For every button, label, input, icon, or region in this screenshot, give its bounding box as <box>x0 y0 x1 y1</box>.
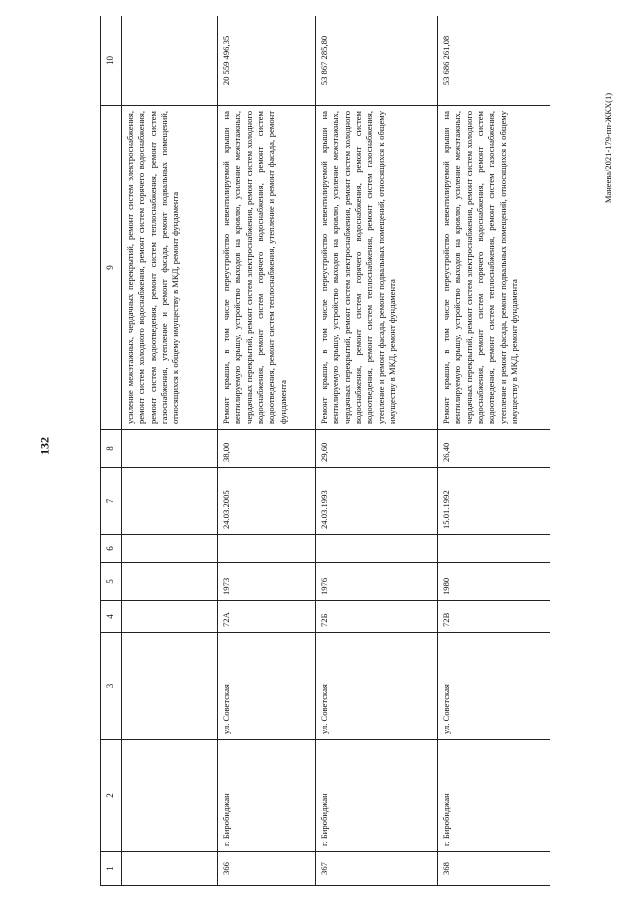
wear-cell: 38,00 <box>218 430 316 468</box>
column-number: 3 <box>101 633 122 740</box>
works-cell: Ремонт крыши, в том числе переустройство невентилируемой крыши на вентилируемую крышу, устройство выходов на кровлю, усиление межэтажных, чердачных перекрытий, ремонт систем электроснабжения, ремонт систем холодного водоснабжения, ремонт систем горячего водоснабжения, ремонт систем водоотведения, ремонт систем теплоснабжения, ремонт систем газоснабжения, утепление и ремонт фасада, ремонт подвальных помещений, относящихся к общему имуществу в МКД, ремонт фундамента <box>438 106 551 430</box>
column-number-row <box>101 16 122 886</box>
year-cell <box>122 563 218 601</box>
table-row <box>122 16 218 886</box>
year-cell: 1976 <box>316 563 438 601</box>
row-number: 367 <box>316 852 438 886</box>
cost-cell: 53 686 261,08 <box>438 16 551 106</box>
column-number: 9 <box>101 106 122 430</box>
table-row <box>438 16 551 886</box>
date-cell: 24.03.1993 <box>316 468 438 535</box>
page-number: 132 <box>37 437 52 455</box>
column-number: 1 <box>101 852 122 886</box>
date-cell: 15.01.1992 <box>438 468 551 535</box>
table-row <box>316 16 438 886</box>
row-number: 366 <box>218 852 316 886</box>
house-cell: 72Б <box>316 601 438 633</box>
cost-cell: 53 867 285,80 <box>316 16 438 106</box>
city-cell: г. Биробиджан <box>218 740 316 852</box>
wear-cell: 26,40 <box>438 430 551 468</box>
cost-cell: 20 559 496,35 <box>218 16 316 106</box>
column-number: 2 <box>101 740 122 852</box>
city-cell: г. Биробиджан <box>438 740 551 852</box>
street-cell: ул. Советская <box>438 633 551 740</box>
street-cell <box>122 633 218 740</box>
wear-cell <box>122 430 218 468</box>
column-6-cell <box>438 535 551 563</box>
works-cell: усиление межэтажных, чердачных перекрытий, ремонт систем электроснабжения, ремонт систем холодного водоснабжения, ремонт систем горячего водоснабжения, ремонт систем водоотведения, ремонт систем теплоснабжения, ремонт систем газоснабжения, утепление и ремонт фасада, ремонт подвальных помещений, относящихся к общему имуществу в МКД, ремонт фундамента <box>122 106 218 430</box>
works-cell: Ремонт крыши, в том числе переустройство невентилируемой крыши на вентилируемую крышу, устройство выходов на кровлю, усиление межэтажных, чердачных перекрытий, ремонт систем электроснабжения, ремонт систем холодного водоснабжения, ремонт систем горячего водоснабжения, ремонт систем водоотведения, ремонт систем теплоснабжения, ремонт систем газоснабжения, утепление и ремонт фасада, ремонт подвальных помещений, относящихся к общему имуществу в МКД, ремонт фундамента <box>316 106 438 430</box>
table-row <box>218 16 316 886</box>
column-number: 4 <box>101 601 122 633</box>
street-cell: ул. Советская <box>218 633 316 740</box>
city-cell <box>122 740 218 852</box>
column-number: 7 <box>101 468 122 535</box>
column-number: 10 <box>101 16 122 106</box>
column-6-cell <box>316 535 438 563</box>
column-number: 5 <box>101 563 122 601</box>
table-container <box>100 16 550 886</box>
house-cell: 72А <box>218 601 316 633</box>
column-number: 8 <box>101 430 122 468</box>
column-6-cell <box>122 535 218 563</box>
column-6-cell <box>218 535 316 563</box>
house-cell <box>122 601 218 633</box>
street-cell: ул. Советская <box>316 633 438 740</box>
capital-repair-table <box>100 16 550 886</box>
wear-cell: 29,60 <box>316 430 438 468</box>
works-cell: Ремонт крыши, в том числе переустройство невентилируемой крыши на вентилируемую крышу, устройство выходов на кровлю, усиление межэтажных, чердачных перекрытий, ремонт систем электроснабжения, ремонт систем холодного водоснабжения, ремонт систем горячего водоснабжения, ремонт систем водоотведения, ремонт систем теплоснабжения, утепление и ремонт фасада, ремонт фундамента <box>218 106 316 430</box>
city-cell: г. Биробиджан <box>316 740 438 852</box>
year-cell: 1973 <box>218 563 316 601</box>
date-cell <box>122 468 218 535</box>
document-footer: Манеева/2021-179-пп-ЖКХ(1) <box>603 92 613 204</box>
date-cell: 24.03.2005 <box>218 468 316 535</box>
cost-cell <box>122 16 218 106</box>
row-number <box>122 852 218 886</box>
column-number: 6 <box>101 535 122 563</box>
year-cell: 1980 <box>438 563 551 601</box>
row-number: 368 <box>438 852 551 886</box>
house-cell: 72В <box>438 601 551 633</box>
